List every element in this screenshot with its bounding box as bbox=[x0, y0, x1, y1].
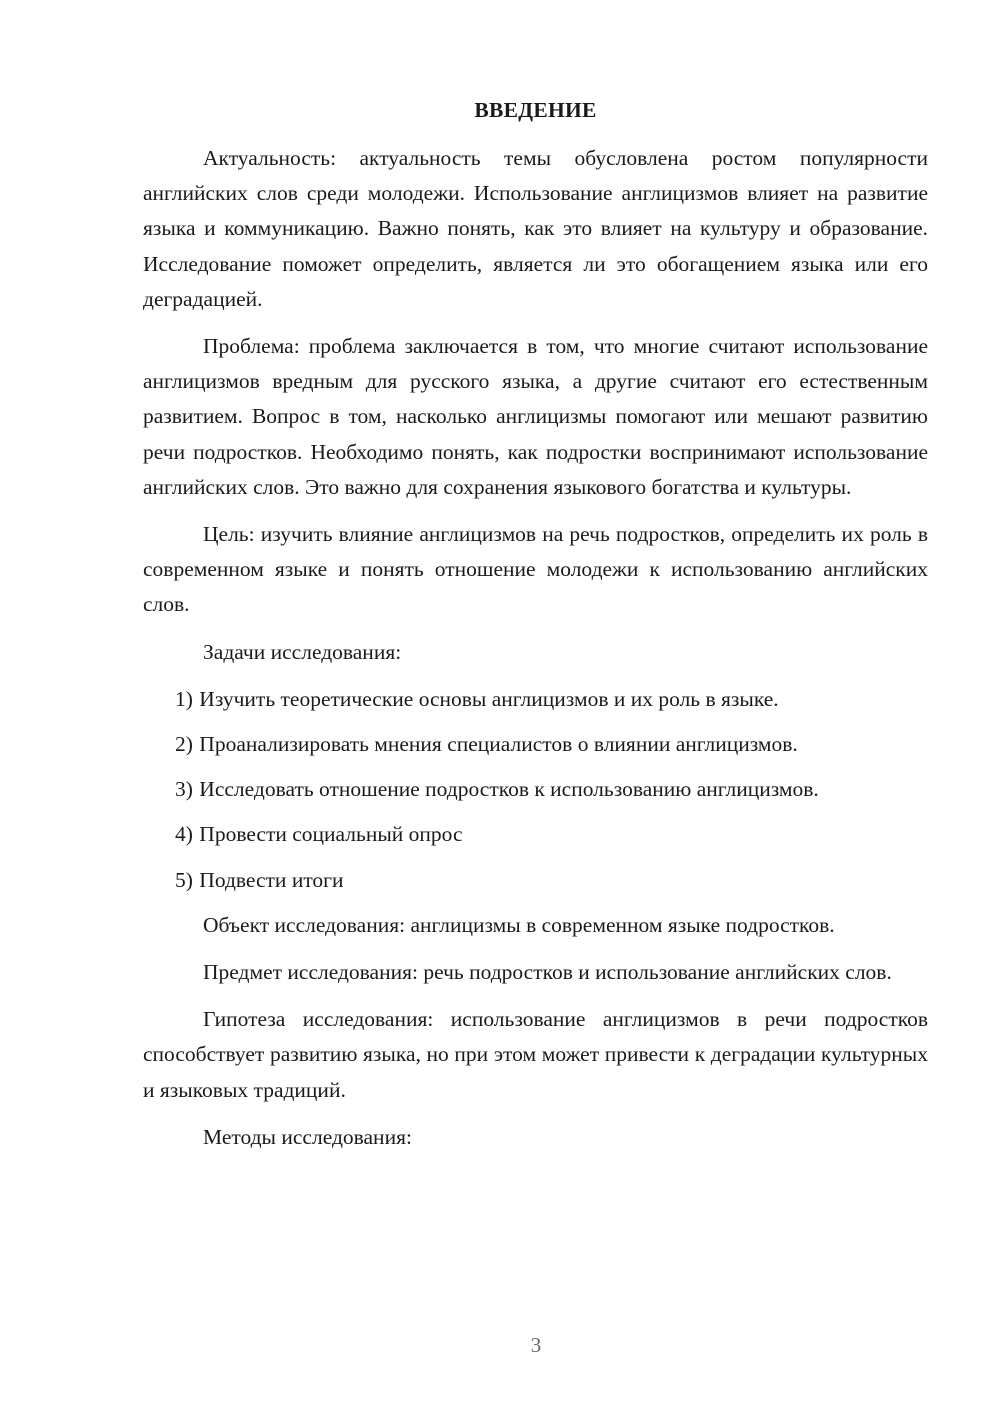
paragraph-methods-heading: Методы исследования: bbox=[203, 1124, 412, 1149]
task-number: 3) bbox=[175, 777, 193, 802]
task-number: 2) bbox=[175, 732, 193, 757]
paragraph-tasks-heading: Задачи исследования: bbox=[203, 639, 402, 664]
paragraph-object: Объект исследования: англицизмы в современном языке подростков. bbox=[203, 912, 835, 937]
task-number: 5) bbox=[175, 867, 193, 892]
page-number: 3 bbox=[530, 1333, 542, 1357]
task-text: Подвести итоги bbox=[199, 867, 344, 892]
task-item-4 bbox=[143, 817, 928, 852]
paragraph-problem: Проблема: проблема заключается в том, что многие считают использование англицизмов вредным для русского языка, а другие считают его естественным развитием. Вопрос в том, насколько англицизмы помогают или мешают развитию речи подростков. Необходимо понять, как подростки воспринимают использование английских слов. Это важно для сохранения языкового богатства и культуры. bbox=[143, 334, 928, 499]
task-text: Исследовать отношение подростков к использованию англицизмов. bbox=[199, 777, 819, 802]
task-number: 4) bbox=[175, 822, 193, 847]
task-text: Проанализировать мнения специалистов о влиянии англицизмов. bbox=[199, 732, 798, 757]
task-item-1 bbox=[143, 682, 928, 717]
task-number: 1) bbox=[175, 686, 193, 711]
task-item-2 bbox=[143, 727, 928, 762]
paragraph-subject: Предмет исследования: речь подростков и использование английских слов. bbox=[203, 960, 892, 985]
task-item-5 bbox=[143, 863, 928, 898]
paragraph-hypothesis: Гипотеза исследования: использование англицизмов в речи подростков способствует развитию языка, но при этом может привести к деградации культурных и языковых традиций. bbox=[143, 1007, 928, 1102]
section-title: ВВЕДЕНИЕ bbox=[474, 98, 597, 122]
paragraph-goal: Цель: изучить влияние англицизмов на речь подростков, определить их роль в современном языке и понять отношение молодежи к использованию английских слов. bbox=[143, 522, 928, 617]
task-text: Изучить теоретические основы англицизмов и их роль в языке. bbox=[199, 686, 779, 711]
document-page bbox=[143, 92, 928, 1167]
paragraph-relevance: Актуальность: актуальность темы обусловлена ростом популярности английских слов среди молодежи. Использование англицизмов влияет на развитие языка и коммуникацию. Важно понять, как это влияет на культуру и образование. Исследование поможет определить, является ли это обогащением языка или его деградацией. bbox=[143, 146, 928, 311]
task-text: Провести социальный опрос bbox=[199, 822, 463, 847]
task-item-3 bbox=[143, 772, 928, 807]
